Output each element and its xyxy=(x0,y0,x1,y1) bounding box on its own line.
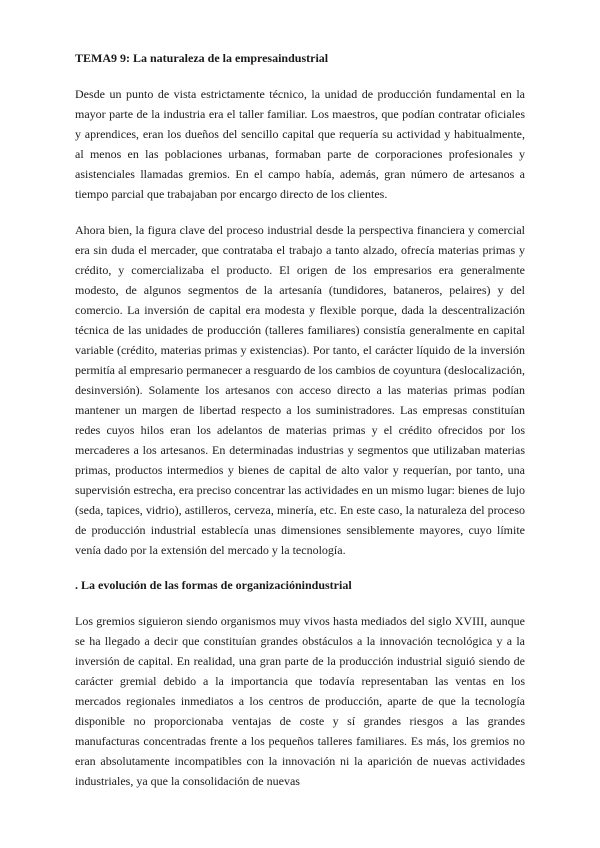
section-heading: . La evolución de las formas de organizaciónindustrial xyxy=(75,578,352,592)
paragraph-3: Los gremios siguieron siendo organismos muy vivos hasta mediados del siglo XVIII, aunque se ha llegado a decir que constituían grandes obstáculos a la innovación tecnológica y a la inversión de capital. En realidad, una gran parte de la producción industrial siguió siendo de carácter gremial debido a la importancia que todavía representaban las ventas en los mercados regionales inmediatos a los centros de producción, aparte de que la tecnología disponible no proporcionaba ventajas de coste y sí grandes riesgos a las grandes manufacturas concentradas frente a los pequeños talleres familiares. Es más, los gremios no eran absolutamente incompatibles con la innovación ni la aparición de nuevas actividades industriales, ya que la consolidación de nuevas xyxy=(75,614,525,788)
paragraph-1: Desde un punto de vista estrictamente técnico, la unidad de producción fundamental en la mayor parte de la industria era el taller familiar. Los maestros, que podían contratar oficiales y aprendices, eran los dueños del sencillo capital que requería su actividad y habitualmente, al menos en las poblaciones urbanas, formaban parte de corporaciones profesionales y asistenciales llamadas gremios. En el campo había, además, gran número de artesanos a tiempo parcial que trabajaban por encargo directo de los clientes. xyxy=(75,87,525,201)
document-title: TEMA9 9: La naturaleza de la empresaindustrial xyxy=(75,51,329,65)
paragraph-2: Ahora bien, la figura clave del proceso industrial desde la perspectiva financiera y comercial era sin duda el mercader, que contrataba el trabajo a tanto alzado, ofrecía materias primas y crédito, y comercializaba el producto. El origen de los empresarios era generalmente modesto, de algunos segmentos de la artesanía (tundidores, bataneros, pelaires) y del comercio. La inversión de capital era modesta y flexible porque, dada la descentralización técnica de las unidades de producción (talleres familiares) consistía generalmente en capital variable (crédito, materias primas y existencias). Por tanto, el carácter líquido de la inversión permitía al empresario permanecer a resguardo de los cambios de coyuntura (deslocalización, desinversión). Solamente los artesanos con acceso directo a las materias primas podían mantener un margen de libertad respecto a los suministradores. Las empresas constituían redes cuyos hilos eran los adelantos de materias primas y el crédito ofrecidos por los mercaderes a los artesanos. En determinadas industrias y segmentos que utilizaban materias primas, productos intermedios y bienes de capital de alto valor y requerían, por tanto, una supervisión estrecha, era preciso concentrar las actividades en un mismo lugar: bienes de lujo (seda, tapices, vidrio), astilleros, cerveza, minería, etc. En este caso, la naturaleza del proceso de producción industrial establecía unas dimensiones sensiblemente mayores, cuyo límite venía dado por la extensión del mercado y la tecnología. xyxy=(75,223,525,557)
